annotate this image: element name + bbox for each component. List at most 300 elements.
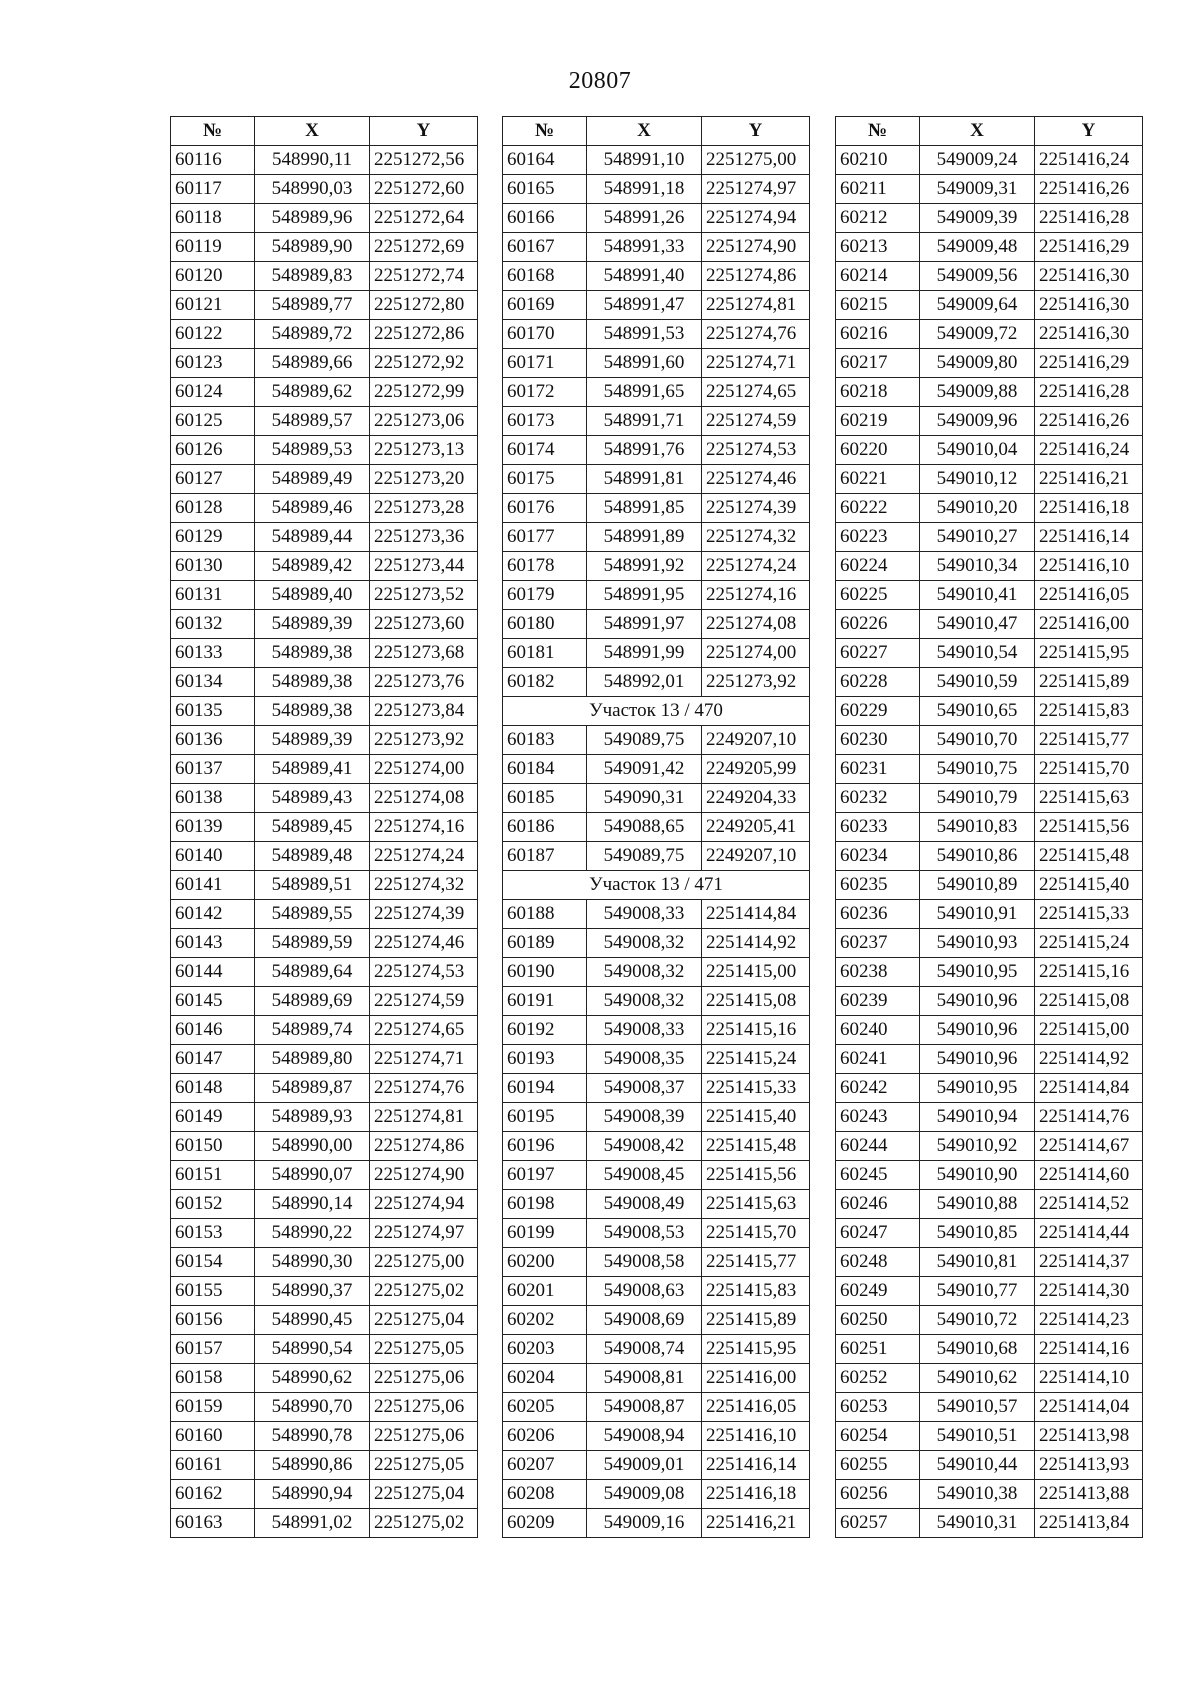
cell-number: 60136 (171, 726, 255, 755)
cell-x: 548989,69 (255, 987, 370, 1016)
cell-number: 60234 (836, 842, 920, 871)
cell-number: 60124 (171, 378, 255, 407)
cell-x: 549008,32 (587, 929, 702, 958)
cell-y: 2251274,24 (702, 552, 810, 581)
table-row (836, 407, 1143, 436)
cell-number: 60213 (836, 233, 920, 262)
cell-number: 60242 (836, 1074, 920, 1103)
cell-number: 60255 (836, 1451, 920, 1480)
cell-number: 60207 (503, 1451, 587, 1480)
cell-y: 2251273,68 (370, 639, 478, 668)
table-row (836, 755, 1143, 784)
cell-x: 549010,38 (920, 1480, 1035, 1509)
cell-x: 548991,85 (587, 494, 702, 523)
cell-number: 60230 (836, 726, 920, 755)
cell-x: 549010,27 (920, 523, 1035, 552)
cell-y: 2251415,95 (702, 1335, 810, 1364)
cell-x: 548989,80 (255, 1045, 370, 1074)
table-row (171, 610, 478, 639)
cell-number: 60220 (836, 436, 920, 465)
cell-number: 60241 (836, 1045, 920, 1074)
cell-x: 548989,87 (255, 1074, 370, 1103)
cell-y: 2251415,48 (702, 1132, 810, 1161)
cell-number: 60239 (836, 987, 920, 1016)
cell-y: 2251274,53 (370, 958, 478, 987)
cell-x: 548989,59 (255, 929, 370, 958)
cell-y: 2251416,30 (1035, 320, 1143, 349)
cell-y: 2251275,06 (370, 1393, 478, 1422)
cell-y: 2251415,24 (1035, 929, 1143, 958)
header-y: Y (702, 117, 810, 146)
cell-x: 549008,35 (587, 1045, 702, 1074)
cell-number: 60238 (836, 958, 920, 987)
cell-number: 60244 (836, 1132, 920, 1161)
cell-x: 549008,45 (587, 1161, 702, 1190)
cell-x: 549089,75 (587, 842, 702, 871)
cell-number: 60121 (171, 291, 255, 320)
cell-y: 2249205,41 (702, 813, 810, 842)
cell-y: 2251416,05 (702, 1393, 810, 1422)
cell-x: 548989,62 (255, 378, 370, 407)
cell-number: 60219 (836, 407, 920, 436)
cell-x: 549009,16 (587, 1509, 702, 1538)
table-row (171, 1219, 478, 1248)
cell-x: 548989,64 (255, 958, 370, 987)
cell-x: 548990,78 (255, 1422, 370, 1451)
cell-number: 60208 (503, 1480, 587, 1509)
cell-number: 60150 (171, 1132, 255, 1161)
table-row (171, 1509, 478, 1538)
cell-number: 60155 (171, 1277, 255, 1306)
cell-y: 2251275,00 (370, 1248, 478, 1277)
cell-number: 60198 (503, 1190, 587, 1219)
table-row (171, 1335, 478, 1364)
cell-y: 2251273,20 (370, 465, 478, 494)
cell-x: 549009,31 (920, 175, 1035, 204)
cell-y: 2251274,53 (702, 436, 810, 465)
coordinates-table-2 (502, 116, 810, 1538)
section-row (503, 697, 810, 726)
table-row (836, 1393, 1143, 1422)
cell-y: 2251416,10 (702, 1422, 810, 1451)
cell-y: 2251274,65 (370, 1016, 478, 1045)
table-row (503, 958, 810, 987)
cell-y: 2251414,92 (1035, 1045, 1143, 1074)
cell-y: 2251413,88 (1035, 1480, 1143, 1509)
cell-y: 2251274,32 (370, 871, 478, 900)
cell-x: 549009,72 (920, 320, 1035, 349)
table-row (503, 1422, 810, 1451)
cell-number: 60254 (836, 1422, 920, 1451)
cell-x: 548989,77 (255, 291, 370, 320)
table-row (171, 233, 478, 262)
cell-x: 548989,66 (255, 349, 370, 378)
cell-x: 548989,43 (255, 784, 370, 813)
table-row (836, 610, 1143, 639)
cell-number: 60127 (171, 465, 255, 494)
cell-number: 60197 (503, 1161, 587, 1190)
table-row (836, 1045, 1143, 1074)
cell-x: 549010,86 (920, 842, 1035, 871)
table-row (503, 1335, 810, 1364)
cell-x: 548991,53 (587, 320, 702, 349)
cell-x: 549009,24 (920, 146, 1035, 175)
cell-number: 60196 (503, 1132, 587, 1161)
cell-number: 60151 (171, 1161, 255, 1190)
cell-x: 548991,60 (587, 349, 702, 378)
cell-x: 549009,64 (920, 291, 1035, 320)
cell-y: 2251273,28 (370, 494, 478, 523)
cell-y: 2251414,52 (1035, 1190, 1143, 1219)
cell-y: 2251275,02 (370, 1277, 478, 1306)
cell-x: 548991,81 (587, 465, 702, 494)
cell-x: 549010,81 (920, 1248, 1035, 1277)
cell-number: 60217 (836, 349, 920, 378)
cell-x: 549010,68 (920, 1335, 1035, 1364)
cell-y: 2251274,81 (370, 1103, 478, 1132)
cell-x: 549010,65 (920, 697, 1035, 726)
cell-y: 2251274,46 (370, 929, 478, 958)
cell-y: 2251413,84 (1035, 1509, 1143, 1538)
cell-number: 60240 (836, 1016, 920, 1045)
cell-y: 2249207,10 (702, 842, 810, 871)
table-row (503, 610, 810, 639)
cell-y: 2251274,97 (370, 1219, 478, 1248)
table-row (171, 1277, 478, 1306)
cell-y: 2251274,76 (370, 1074, 478, 1103)
table-row (836, 146, 1143, 175)
cell-number: 60182 (503, 668, 587, 697)
table-row (836, 1103, 1143, 1132)
cell-x: 549010,34 (920, 552, 1035, 581)
cell-y: 2249204,33 (702, 784, 810, 813)
table-row (171, 436, 478, 465)
table-row (171, 349, 478, 378)
cell-x: 549010,77 (920, 1277, 1035, 1306)
table-row (171, 581, 478, 610)
cell-y: 2251274,65 (702, 378, 810, 407)
cell-y: 2251414,04 (1035, 1393, 1143, 1422)
cell-y: 2251415,33 (1035, 900, 1143, 929)
cell-number: 60202 (503, 1306, 587, 1335)
cell-x: 549008,74 (587, 1335, 702, 1364)
table-row (836, 1480, 1143, 1509)
cell-number: 60232 (836, 784, 920, 813)
cell-y: 2251415,33 (702, 1074, 810, 1103)
table-row (171, 1132, 478, 1161)
cell-y: 2249207,10 (702, 726, 810, 755)
cell-x: 548989,49 (255, 465, 370, 494)
cell-number: 60224 (836, 552, 920, 581)
cell-x: 549010,51 (920, 1422, 1035, 1451)
cell-number: 60257 (836, 1509, 920, 1538)
cell-x: 549010,62 (920, 1364, 1035, 1393)
header-x: X (255, 117, 370, 146)
cell-y: 2251416,29 (1035, 349, 1143, 378)
cell-x: 549009,88 (920, 378, 1035, 407)
cell-number: 60156 (171, 1306, 255, 1335)
cell-x: 549010,72 (920, 1306, 1035, 1335)
cell-y: 2251274,59 (702, 407, 810, 436)
table-row (503, 1074, 810, 1103)
cell-number: 60194 (503, 1074, 587, 1103)
table-row (836, 1132, 1143, 1161)
table-row (503, 1219, 810, 1248)
cell-x: 548992,01 (587, 668, 702, 697)
table-row (836, 523, 1143, 552)
table-row (171, 784, 478, 813)
cell-x: 548990,14 (255, 1190, 370, 1219)
cell-x: 548991,26 (587, 204, 702, 233)
table-row (836, 465, 1143, 494)
table-row (836, 204, 1143, 233)
table-row (503, 1509, 810, 1538)
table-row (171, 175, 478, 204)
table-row (171, 697, 478, 726)
cell-number: 60133 (171, 639, 255, 668)
cell-x: 548990,11 (255, 146, 370, 175)
cell-y: 2251415,40 (702, 1103, 810, 1132)
cell-number: 60175 (503, 465, 587, 494)
table-row (503, 581, 810, 610)
cell-x: 548991,71 (587, 407, 702, 436)
cell-x: 549008,32 (587, 987, 702, 1016)
cell-y: 2251273,92 (702, 668, 810, 697)
table-row (836, 1016, 1143, 1045)
cell-x: 549009,01 (587, 1451, 702, 1480)
table-row (836, 987, 1143, 1016)
cell-x: 548990,30 (255, 1248, 370, 1277)
table-row (836, 1306, 1143, 1335)
cell-number: 60157 (171, 1335, 255, 1364)
cell-y: 2251274,39 (370, 900, 478, 929)
cell-number: 60134 (171, 668, 255, 697)
cell-x: 548991,33 (587, 233, 702, 262)
cell-x: 549010,88 (920, 1190, 1035, 1219)
cell-x: 549010,83 (920, 813, 1035, 842)
header-number: № (503, 117, 587, 146)
table-row (503, 1016, 810, 1045)
table-row (171, 726, 478, 755)
cell-x: 549010,85 (920, 1219, 1035, 1248)
cell-number: 60227 (836, 639, 920, 668)
cell-number: 60210 (836, 146, 920, 175)
cell-x: 549008,53 (587, 1219, 702, 1248)
cell-number: 60250 (836, 1306, 920, 1335)
cell-x: 549008,58 (587, 1248, 702, 1277)
cell-x: 549088,65 (587, 813, 702, 842)
table-row (503, 523, 810, 552)
cell-y: 2251415,70 (702, 1219, 810, 1248)
cell-y: 2251414,10 (1035, 1364, 1143, 1393)
table-row (836, 842, 1143, 871)
cell-number: 60179 (503, 581, 587, 610)
cell-number: 60204 (503, 1364, 587, 1393)
coordinates-table-1 (170, 116, 478, 1538)
cell-x: 549008,49 (587, 1190, 702, 1219)
cell-x: 548989,53 (255, 436, 370, 465)
table-row (503, 1103, 810, 1132)
table-row (503, 1132, 810, 1161)
cell-x: 548990,00 (255, 1132, 370, 1161)
cell-y: 2251415,08 (702, 987, 810, 1016)
cell-number: 60174 (503, 436, 587, 465)
table-row (171, 987, 478, 1016)
cell-x: 548989,90 (255, 233, 370, 262)
cell-x: 548989,38 (255, 639, 370, 668)
cell-number: 60178 (503, 552, 587, 581)
table-row (503, 407, 810, 436)
cell-number: 60201 (503, 1277, 587, 1306)
table-row (503, 1364, 810, 1393)
cell-y: 2251274,16 (702, 581, 810, 610)
cell-y: 2251415,00 (702, 958, 810, 987)
table-row (836, 1074, 1143, 1103)
cell-y: 2251416,26 (1035, 407, 1143, 436)
cell-number: 60146 (171, 1016, 255, 1045)
cell-number: 60158 (171, 1364, 255, 1393)
cell-x: 548990,86 (255, 1451, 370, 1480)
cell-y: 2251416,21 (702, 1509, 810, 1538)
table-row (503, 1451, 810, 1480)
table-row (171, 494, 478, 523)
cell-x: 549091,42 (587, 755, 702, 784)
cell-x: 549009,80 (920, 349, 1035, 378)
table-row (171, 1190, 478, 1219)
cell-y: 2251275,05 (370, 1451, 478, 1480)
cell-y: 2251414,44 (1035, 1219, 1143, 1248)
cell-y: 2251416,18 (702, 1480, 810, 1509)
cell-x: 549008,32 (587, 958, 702, 987)
table-row (171, 639, 478, 668)
cell-y: 2251414,67 (1035, 1132, 1143, 1161)
table-row (836, 929, 1143, 958)
table-row (836, 1364, 1143, 1393)
cell-y: 2251274,16 (370, 813, 478, 842)
header-y: Y (1035, 117, 1143, 146)
cell-number: 60120 (171, 262, 255, 291)
table-row (171, 755, 478, 784)
table-row (836, 320, 1143, 349)
table-row (503, 494, 810, 523)
cell-number: 60177 (503, 523, 587, 552)
cell-x: 548991,97 (587, 610, 702, 639)
table-row (171, 1248, 478, 1277)
cell-y: 2251274,59 (370, 987, 478, 1016)
table-row (836, 1277, 1143, 1306)
cell-y: 2251274,32 (702, 523, 810, 552)
cell-number: 60130 (171, 552, 255, 581)
cell-number: 60172 (503, 378, 587, 407)
cell-number: 60256 (836, 1480, 920, 1509)
cell-number: 60229 (836, 697, 920, 726)
table-row (503, 175, 810, 204)
cell-x: 548989,51 (255, 871, 370, 900)
cell-number: 60166 (503, 204, 587, 233)
table-row (836, 813, 1143, 842)
cell-x: 549008,37 (587, 1074, 702, 1103)
cell-y: 2251272,69 (370, 233, 478, 262)
cell-number: 60168 (503, 262, 587, 291)
cell-y: 2251415,95 (1035, 639, 1143, 668)
cell-x: 549009,08 (587, 1480, 702, 1509)
cell-x: 548990,54 (255, 1335, 370, 1364)
cell-x: 548990,37 (255, 1277, 370, 1306)
cell-x: 549010,12 (920, 465, 1035, 494)
cell-x: 549008,39 (587, 1103, 702, 1132)
cell-number: 60247 (836, 1219, 920, 1248)
cell-number: 60187 (503, 842, 587, 871)
cell-x: 548989,48 (255, 842, 370, 871)
cell-number: 60253 (836, 1393, 920, 1422)
table-row (836, 436, 1143, 465)
cell-x: 549010,59 (920, 668, 1035, 697)
cell-y: 2251414,84 (702, 900, 810, 929)
cell-y: 2251272,64 (370, 204, 478, 233)
table-row (503, 146, 810, 175)
cell-y: 2251414,76 (1035, 1103, 1143, 1132)
table-row (171, 320, 478, 349)
cell-number: 60126 (171, 436, 255, 465)
cell-y: 2249205,99 (702, 755, 810, 784)
cell-x: 548991,89 (587, 523, 702, 552)
cell-number: 60143 (171, 929, 255, 958)
header-x: X (920, 117, 1035, 146)
cell-x: 549010,90 (920, 1161, 1035, 1190)
cell-x: 548991,76 (587, 436, 702, 465)
cell-number: 60159 (171, 1393, 255, 1422)
cell-number: 60128 (171, 494, 255, 523)
cell-x: 549010,96 (920, 1045, 1035, 1074)
cell-x: 549010,57 (920, 1393, 1035, 1422)
cell-number: 60163 (171, 1509, 255, 1538)
cell-number: 60119 (171, 233, 255, 262)
cell-y: 2251416,28 (1035, 378, 1143, 407)
cell-y: 2251275,00 (702, 146, 810, 175)
cell-number: 60189 (503, 929, 587, 958)
table-row (171, 407, 478, 436)
cell-y: 2251415,63 (702, 1190, 810, 1219)
page-number: 20807 (568, 68, 632, 94)
cell-x: 549090,31 (587, 784, 702, 813)
cell-y: 2251274,90 (702, 233, 810, 262)
cell-x: 549010,92 (920, 1132, 1035, 1161)
cell-number: 60186 (503, 813, 587, 842)
cell-number: 60214 (836, 262, 920, 291)
cell-y: 2251275,05 (370, 1335, 478, 1364)
cell-y: 2251416,14 (702, 1451, 810, 1480)
cell-y: 2251415,83 (1035, 697, 1143, 726)
cell-x: 549009,48 (920, 233, 1035, 262)
cell-number: 60199 (503, 1219, 587, 1248)
table-row (503, 1393, 810, 1422)
section-title: Участок 13 / 470 (503, 697, 810, 726)
cell-y: 2251416,29 (1035, 233, 1143, 262)
cell-y: 2251275,04 (370, 1480, 478, 1509)
cell-y: 2251274,94 (702, 204, 810, 233)
cell-y: 2251414,23 (1035, 1306, 1143, 1335)
table-row (503, 784, 810, 813)
cell-x: 549010,94 (920, 1103, 1035, 1132)
cell-y: 2251274,39 (702, 494, 810, 523)
table-header-row (503, 117, 810, 146)
cell-y: 2251415,56 (1035, 813, 1143, 842)
table-row (836, 1161, 1143, 1190)
cell-y: 2251274,90 (370, 1161, 478, 1190)
cell-number: 60142 (171, 900, 255, 929)
cell-y: 2251413,93 (1035, 1451, 1143, 1480)
cell-x: 549010,31 (920, 1509, 1035, 1538)
